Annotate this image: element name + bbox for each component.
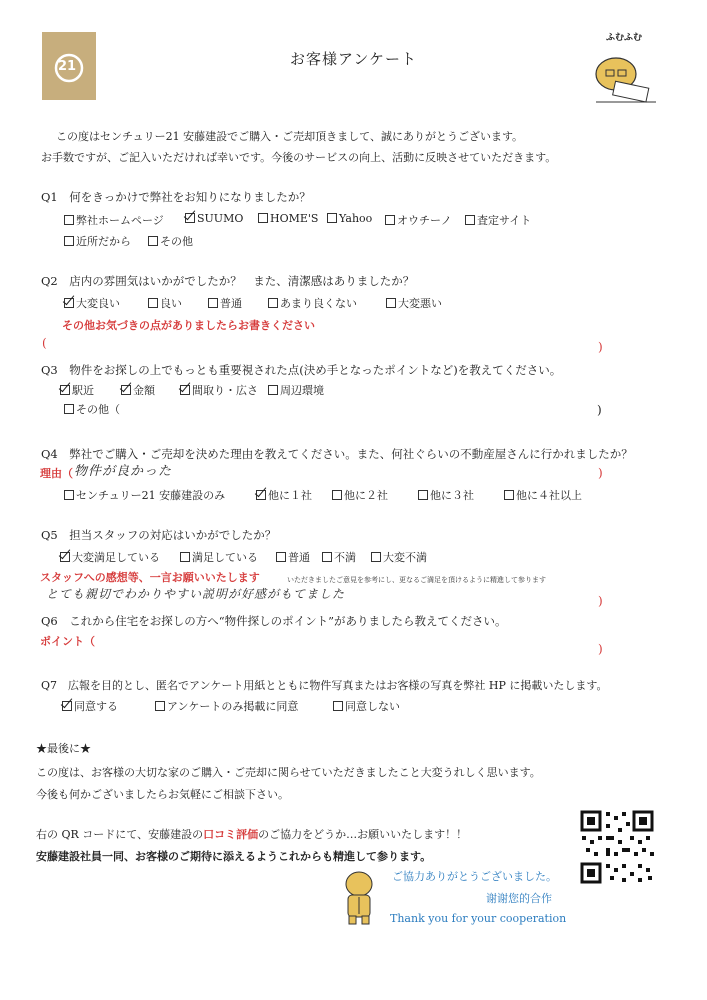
q2-option[interactable]: 普通 — [208, 295, 242, 311]
closing-line-2: 今後も何かございましたらお気軽にご相談下さい。 — [36, 788, 289, 801]
q1-option[interactable]: その他 — [148, 233, 193, 249]
checkbox-icon[interactable] — [258, 213, 268, 223]
q5-label: Q5 担当スタッフの対応はいかがでしたか？ — [41, 528, 277, 542]
q4-reason-handwritten[interactable]: 物件が良かった — [74, 464, 173, 479]
q3-option[interactable]: 周辺環境 — [268, 382, 324, 398]
q7-option[interactable]: アンケートのみ掲載に同意 — [155, 698, 298, 714]
checkbox-icon[interactable] — [155, 701, 165, 711]
checkbox-icon[interactable] — [333, 701, 343, 711]
checkbox-icon[interactable] — [148, 298, 158, 308]
mascot-reading — [578, 28, 658, 108]
checkbox-icon[interactable] — [208, 298, 218, 308]
qr-code[interactable] — [578, 808, 656, 886]
q1-option[interactable]: Yahoo — [327, 212, 372, 225]
q4-option[interactable]: 他に１社 — [256, 487, 312, 503]
dog-mascot-icon — [335, 868, 385, 928]
logo-text: 21 — [58, 59, 77, 74]
paren-open: ( — [42, 336, 47, 350]
q3-option[interactable]: 金額 — [121, 382, 155, 398]
checkbox-icon[interactable] — [64, 236, 74, 246]
checkbox-icon[interactable] — [465, 215, 475, 225]
q5-option[interactable]: 大変不満 — [371, 549, 427, 565]
q1-option[interactable]: オウチーノ — [385, 212, 452, 228]
checkbox-icon[interactable] — [332, 490, 342, 500]
q5-comment-note: いただきましたご意見を参考にし、更なるご満足を頂けるように精進して参ります — [287, 576, 546, 584]
thanks-jp: ご協力ありがとうございました。 — [392, 870, 557, 883]
checkbox-icon[interactable] — [371, 552, 381, 562]
checkbox-checked-icon[interactable] — [60, 385, 70, 395]
paren-close: ) — [598, 340, 603, 354]
intro-line-1: この度はセンチュリー21 安藤建設でご購入・ご売却頂きまして、誠にありがとうございます。 — [56, 130, 524, 143]
q5-option[interactable]: 普通 — [276, 549, 310, 565]
q4-option[interactable]: 他に３社 — [418, 487, 474, 503]
q2-option[interactable]: 大変悪い — [386, 295, 442, 311]
checkbox-icon[interactable] — [418, 490, 428, 500]
review-highlight: 口コミ評価 — [203, 828, 259, 841]
q5-option[interactable]: 大変満足している — [60, 549, 160, 565]
q3-label: Q3 物件をお探しの上でもっとも重要視された点(決め手となったポイントなど)を教えてください。 — [41, 363, 562, 377]
q4-option[interactable]: 他に２社 — [332, 487, 388, 503]
q4-option[interactable]: センチュリー21 安藤建設のみ — [64, 487, 225, 503]
checkbox-icon[interactable] — [385, 215, 395, 225]
q2-option[interactable]: 大変良い — [64, 295, 120, 311]
qr-code-icon[interactable] — [578, 808, 656, 886]
q1-option[interactable]: 査定サイト — [465, 212, 531, 228]
q7-label: Q7 広報を目的とし、匿名でアンケート用紙とともに物件写真またはお客様の写真を弊社 HP に掲載いたします。 — [41, 679, 608, 692]
q4-reason-label: 理由（ — [40, 467, 73, 480]
closing-heading: ★最後に★ — [36, 742, 91, 755]
checkbox-icon[interactable] — [64, 490, 74, 500]
checkbox-icon[interactable] — [64, 215, 74, 225]
q5-option[interactable]: 不満 — [322, 549, 356, 565]
q5-comment-handwritten[interactable]: とても親切でわかりやすい説明が好感がもてました — [46, 587, 346, 601]
q1-label: Q1 何をきっかけで弊社をお知りになりましたか？ — [41, 190, 311, 204]
thanks-en: Thank you for your cooperation — [390, 912, 567, 925]
paren-close: ) — [598, 594, 603, 608]
checkbox-icon[interactable] — [322, 552, 332, 562]
q1-option[interactable]: 近所だから — [64, 233, 131, 249]
closing-line-1: この度は、お客様の大切な家のご購入・ご売却に関らせていただきましたこと大変うれしく思います。 — [36, 766, 541, 779]
mascot-thanks — [335, 868, 385, 928]
q4-label: Q4 弊社でご購入・ご売却を決めた理由を教えてください。また、何社ぐらいの不動産屋さんに行かれましたか？ — [41, 447, 633, 461]
checkbox-icon[interactable] — [276, 552, 286, 562]
q2-comment-prompt: その他お気づきの点がありましたらお書きください — [62, 319, 315, 332]
q2-label: Q2 店内の雰囲気はいかがでしたか？ また、清潔感はありましたか？ — [41, 274, 415, 288]
q3-option[interactable]: 駅近 — [60, 382, 94, 398]
checkbox-icon[interactable] — [180, 552, 190, 562]
checkbox-checked-icon[interactable] — [180, 385, 190, 395]
thanks-cn: 谢谢您的合作 — [486, 892, 552, 905]
staff-line: 安藤建設社員一同、お客様のご期待に添えるようこれからも精進して参ります。 — [36, 850, 432, 863]
q1-option[interactable]: SUUMO — [185, 212, 243, 225]
q2-option[interactable]: あまり良くない — [268, 295, 357, 311]
checkbox-icon[interactable] — [504, 490, 514, 500]
checkbox-checked-icon[interactable] — [60, 552, 70, 562]
page-title: お客様アンケート — [289, 50, 418, 68]
checkbox-checked-icon[interactable] — [62, 701, 72, 711]
checkbox-checked-icon[interactable] — [64, 298, 74, 308]
checkbox-icon[interactable] — [268, 298, 278, 308]
checkbox-checked-icon[interactable] — [121, 385, 131, 395]
q5-option[interactable]: 満足している — [180, 549, 258, 565]
paren-close: ) — [598, 466, 603, 480]
checkbox-checked-icon[interactable] — [256, 490, 266, 500]
q6-label: Q6 これから住宅をお探しの方へ“物件探しのポイント”がありましたら教えてください。 — [41, 614, 507, 628]
paren-close: ) — [597, 403, 602, 417]
q3-option[interactable]: 間取り・広さ — [180, 382, 258, 398]
q1-option[interactable]: HOME'S — [258, 212, 318, 225]
q2-option[interactable]: 良い — [148, 295, 182, 311]
checkbox-icon[interactable] — [148, 236, 158, 246]
q7-option[interactable]: 同意しない — [333, 698, 400, 714]
checkbox-icon[interactable] — [327, 213, 337, 223]
checkbox-icon[interactable] — [64, 404, 74, 414]
q5-comment-prompt: スタッフへの感想等、一言お願いいたします — [40, 571, 260, 584]
q3-option-other[interactable]: その他（ — [64, 401, 120, 417]
intro-line-2: お手数ですが、ご記入いただければ幸いです。今後のサービスの向上、活動に反映させていただきます。 — [41, 151, 557, 164]
paren-close: ) — [598, 642, 603, 656]
checkbox-icon[interactable] — [268, 385, 278, 395]
qr-request-line: 右の QR コードにて、安藤建設の口コミ評価のご協力をどうか…お願いいたします！！ — [36, 828, 468, 841]
mascot-caption: ふむふむ — [606, 33, 643, 43]
q6-prompt: ポイント（ — [40, 635, 95, 648]
q4-option[interactable]: 他に４社以上 — [504, 487, 582, 503]
checkbox-checked-icon[interactable] — [185, 213, 195, 223]
checkbox-icon[interactable] — [386, 298, 396, 308]
q7-option[interactable]: 同意する — [62, 698, 118, 714]
q1-option[interactable]: 弊社ホームページ — [64, 212, 164, 228]
